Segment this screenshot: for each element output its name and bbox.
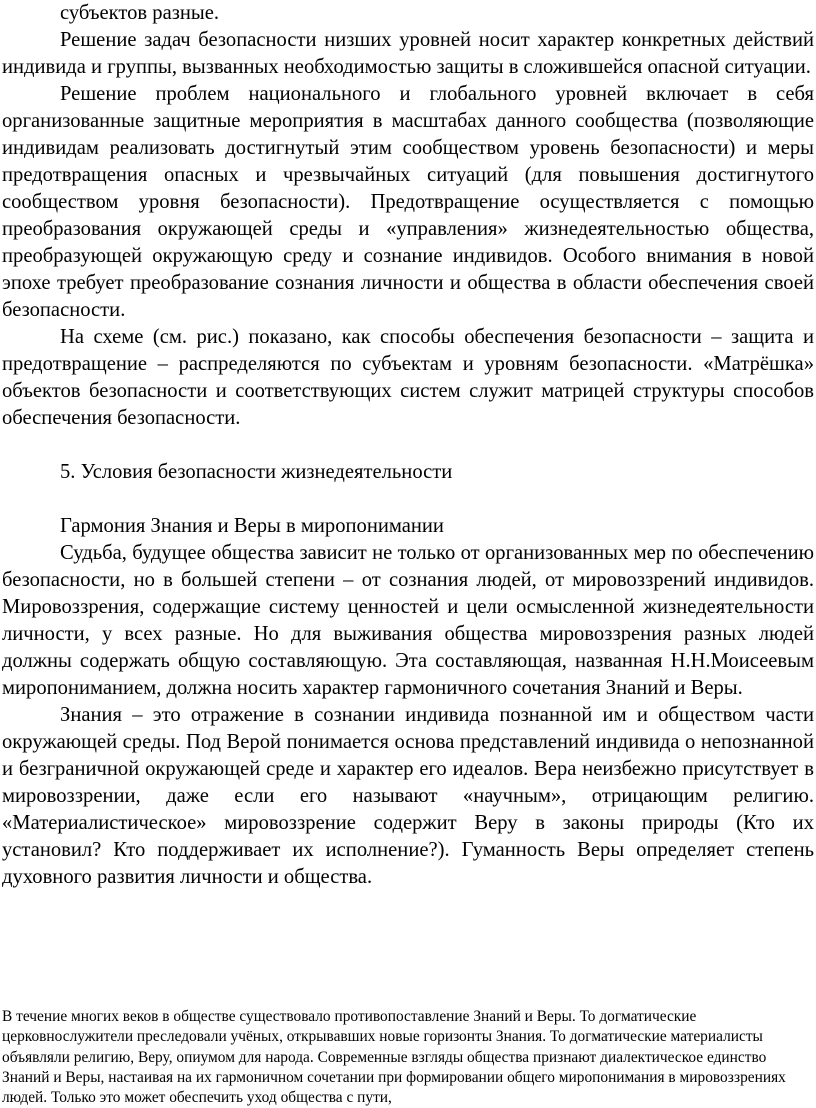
paragraph-knowledge-faith: Знания – это отражение в сознании индивида познанной им и обществом части окружающей среды. Под Верой понимается основа представлений индивида о непознанной и безграничной окружающей среде и характер его идеалов. Вера неизбежно присутствует в мировоззрении, даже если его называют «научным», отрицающим религию. «Материалистическое» мировоззрение содержит Веру в законы природы (Кто их установил? Кто поддерживает их исполнение?). Гуманность Веры определяет степень духовного развития личности и общества. — [2, 704, 814, 888]
footnote: В течение многих веков в обществе существовало противопоставление Знаний и Веры. То догматические церковнослужители преследовали учёных, открывавших новые горизонты Знания. То догматические материалисты объявляли религию, Веру, опиумом для народа. Современные взгляды общества признают диалектическое единство Знаний и Веры, настаивая на их гармоничном сочетании при формировании общего миропонимания в мировоззрениях людей. Только это может обеспечить уход общества с пути, — [2, 1008, 786, 1107]
subsection-heading: Гармония Знания и Веры в миропонимании — [60, 515, 444, 537]
main-text — [2, 0, 814, 891]
paragraph-scheme: На схеме (см. рис.) показано, как способы обеспечения безопасности – защита и предотвращение – распределяются по субъектам и уровням безопасности. «Матрёшка» объектов безопасности и соответствующих систем служит матрицей структуры способов обеспечения безопасности. — [2, 326, 814, 429]
paragraph-lower-levels: Решение задач безопасности низших уровней носит характер конкретных действий индивида и группы, вызванных необходимостью защиты в сложившейся опасной ситуации. — [2, 29, 814, 78]
paragraph-fate-of-society: Судьба, будущее общества зависит не только от организованных мер по обеспечению безопасности, но в большей степени – от сознания людей, от мировоззрений индивидов. Мировоззрения, содержащие систему ценностей и цели осмысленной жизнедеятельности личности, у всех разные. Но для выживания общества мировоззрения разных людей должны содержать общую составляющую. Эта составляющая, названная Н.Н.Моисеевым миропониманием, должна носить характер гармоничного сочетания Знаний и Веры. — [2, 542, 814, 699]
section-heading: 5. Условия безопасности жизнедеятельности — [60, 461, 453, 483]
spacer — [2, 432, 814, 459]
spacer — [2, 486, 814, 513]
paragraph-national-global: Решение проблем национального и глобального уровней включает в себя организованные защитные мероприятия в масштабах данного сообщества (позволяющие индивидам реализовать достигнутый этим сообществом уровень безопасности) и меры предотвращения опасных и чрезвычайных ситуаций (для повышения достигнутого сообществом уровня безопасности). Предотвращение осуществляется с помощью преобразования окружающей среды и «управления» жизнедеятельностью общества, преобразующей окружающую среду и сознание индивидов. Особого внимания в новой эпохе требует преобразование сознания личности и общества в области обеспечения своей безопасности. — [2, 83, 814, 321]
paragraph-continuation: субъектов разные. — [60, 2, 219, 24]
